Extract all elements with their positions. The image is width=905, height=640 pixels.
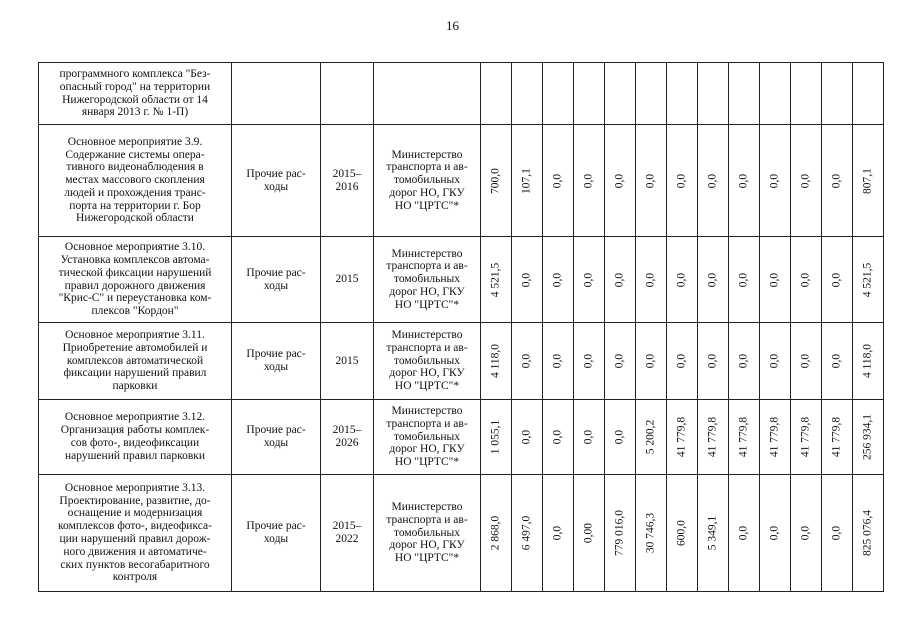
value-text: 256 934,1 [861, 414, 874, 460]
years-cell [321, 237, 374, 323]
executor-line: томобильных [393, 354, 461, 367]
value-text: 0,0 [520, 272, 533, 287]
value-text: 0,0 [582, 272, 595, 287]
total-value-cell [853, 125, 884, 237]
year-value-cell [667, 400, 698, 475]
year-value-cell [512, 323, 543, 400]
value-text: 0,00 [582, 522, 595, 544]
year-value-cell [574, 63, 605, 125]
year-value-cell [605, 237, 636, 323]
value-text: 41 779,8 [830, 416, 843, 458]
expense-type-line: Прочие рас- [246, 266, 306, 279]
table-row [39, 475, 884, 592]
year-value-cell [822, 237, 853, 323]
years-line: 2015 [335, 354, 359, 367]
year-value-cell [512, 237, 543, 323]
value-text: 0,0 [520, 429, 533, 445]
year-value-cell [729, 125, 760, 237]
measure-name-cell [39, 237, 232, 323]
measure-name-line: тивного видеонаблюдения в [66, 161, 204, 174]
years-line: 2016 [335, 180, 359, 193]
expense-type-line: ходы [263, 361, 289, 373]
value-text: 0,0 [551, 173, 564, 188]
year-value-cell [574, 475, 605, 592]
executor-line: транспорта и ав- [386, 417, 468, 430]
value-text: 0,0 [737, 525, 750, 541]
year-value-cell [729, 400, 760, 475]
year-value-cell [822, 63, 853, 125]
year-value-cell [760, 63, 791, 125]
value-text: 0,0 [675, 173, 688, 188]
value-text: 0,0 [768, 353, 781, 369]
total-value-cell [853, 63, 884, 125]
value-text: 2 868,0 [489, 515, 502, 551]
year-value-cell [698, 237, 729, 323]
measure-name-line: Приобретение автомобилей и [62, 341, 208, 354]
measure-name-cell [39, 323, 232, 400]
value-text: 825 076,4 [861, 510, 874, 556]
expense-type-cell [232, 323, 321, 400]
value-text: 0,0 [582, 173, 595, 188]
measure-name-line: тической фиксации нарушений [58, 266, 212, 279]
executor-cell [374, 323, 481, 400]
value-text: 4 521,5 [489, 262, 502, 297]
total-value-cell [853, 237, 884, 323]
year-value-cell [636, 63, 667, 125]
year-value-cell [543, 237, 574, 323]
value-text: 5 349,1 [706, 515, 719, 551]
expense-type-line: ходы [263, 437, 289, 449]
year-value-cell [481, 323, 512, 400]
total-value-cell [853, 323, 884, 400]
measure-name-line: местах массового скопления [65, 174, 205, 187]
measure-name-line: комплексов фото-, видеофикса- [58, 520, 212, 533]
value-text: 0,0 [675, 353, 688, 369]
year-value-cell [698, 475, 729, 592]
expense-type-line: ходы [263, 180, 289, 193]
table-row [39, 237, 884, 323]
measure-name-line: Основное мероприятие 3.12. [64, 411, 206, 424]
years-line: 2015– [332, 424, 362, 437]
expense-type-cell [232, 125, 321, 237]
measure-name-line: Проектирование, развитие, до- [59, 494, 211, 507]
page-number: 16 [446, 18, 459, 33]
year-value-cell [760, 323, 791, 400]
year-value-cell [512, 400, 543, 475]
measure-name-line: правил дорожного движения [64, 279, 206, 292]
value-text: 0,0 [799, 272, 812, 287]
year-value-cell [698, 125, 729, 237]
year-value-cell [605, 475, 636, 592]
executor-line: транспорта и ав- [386, 161, 468, 174]
year-value-cell [636, 125, 667, 237]
expense-type-line: Прочие рас- [246, 520, 306, 533]
value-text: 0,0 [768, 173, 781, 188]
executor-line: Министерство [391, 329, 463, 341]
table-row [39, 125, 884, 237]
measure-name-cell [39, 400, 232, 475]
value-text: 0,0 [551, 272, 564, 287]
executor-line: НО "ЦРТС"* [394, 552, 460, 565]
year-value-cell [636, 475, 667, 592]
expense-type-cell [232, 63, 321, 125]
executor-line: транспорта и ав- [386, 341, 468, 354]
value-text: 0,0 [644, 353, 657, 369]
year-value-cell [698, 323, 729, 400]
value-text: 4 118,0 [861, 343, 874, 379]
measure-name-line: контроля [112, 571, 158, 584]
year-value-cell [729, 475, 760, 592]
executor-line: Министерство [391, 405, 463, 417]
measure-name-line: Основное мероприятие 3.11. [65, 329, 205, 341]
measure-name-line: Основное мероприятие 3.13. [64, 481, 206, 494]
executor-line: дорог НО, ГКУ [389, 367, 465, 380]
value-text: 30 746,3 [644, 512, 657, 554]
measure-name-line: людей и прохождения транс- [64, 186, 206, 199]
value-text: 0,0 [768, 525, 781, 541]
years-cell [321, 63, 374, 125]
value-text: 107,1 [520, 167, 533, 194]
value-text: 0,0 [613, 272, 626, 287]
value-text: 0,0 [706, 272, 719, 287]
expense-type-line: ходы [263, 533, 289, 545]
value-text: 4 521,5 [861, 262, 874, 297]
executor-line: томобильных [393, 430, 461, 443]
measure-name-line: Организация работы комплек- [60, 424, 210, 437]
year-value-cell [574, 125, 605, 237]
year-value-cell [636, 237, 667, 323]
executor-line: томобильных [393, 174, 461, 187]
year-value-cell [698, 63, 729, 125]
value-text: 0,0 [644, 173, 657, 188]
expense-type-line: Прочие рас- [246, 348, 306, 361]
year-value-cell [791, 323, 822, 400]
value-text: 4 118,0 [489, 343, 502, 379]
year-value-cell [791, 237, 822, 323]
year-value-cell [636, 400, 667, 475]
value-text: 0,0 [830, 353, 843, 369]
measure-name-line: нарушений правил парковки [64, 449, 206, 462]
executor-line: дорог НО, ГКУ [389, 443, 465, 456]
measure-name-line: Основное мероприятие 3.10. [64, 241, 206, 254]
value-text: 41 779,8 [706, 416, 719, 458]
year-value-cell [729, 237, 760, 323]
executor-cell [374, 125, 481, 237]
measure-name-line: ции нарушений правил дорож- [59, 533, 211, 545]
year-value-cell [729, 323, 760, 400]
executor-line: НО "ЦРТС"* [394, 456, 460, 469]
year-value-cell [822, 475, 853, 592]
year-value-cell [543, 125, 574, 237]
value-text: 0,0 [551, 353, 564, 369]
value-text: 0,0 [737, 272, 750, 287]
executor-line: НО "ЦРТС"* [394, 380, 460, 393]
year-value-cell [636, 323, 667, 400]
year-value-cell [605, 400, 636, 475]
executor-line: томобильных [393, 273, 461, 286]
year-value-cell [574, 237, 605, 323]
year-value-cell [822, 400, 853, 475]
year-value-cell [791, 63, 822, 125]
value-text: 0,0 [768, 272, 781, 287]
year-value-cell [605, 63, 636, 125]
measure-name-cell [39, 475, 232, 592]
value-text: 0,0 [706, 173, 719, 188]
executor-line: Министерство [391, 148, 463, 161]
measure-name-line: сов фото-, видеофиксации [70, 437, 200, 449]
value-text: 700,0 [489, 167, 502, 194]
year-value-cell [791, 400, 822, 475]
year-value-cell [822, 323, 853, 400]
years-line: 2015– [332, 167, 362, 180]
total-value-cell [853, 475, 884, 592]
value-text: 779 016,0 [613, 510, 626, 556]
year-value-cell [791, 125, 822, 237]
executor-cell [374, 475, 481, 592]
value-text: 0,0 [675, 272, 688, 287]
years-line: 2015 [335, 273, 359, 286]
measure-name-cell [39, 125, 232, 237]
measure-name-line: Содержание системы опера- [65, 148, 205, 161]
measure-name-line: ских пунктов весогабаритного [60, 558, 210, 571]
year-value-cell [822, 125, 853, 237]
value-text: 0,0 [551, 429, 564, 445]
year-value-cell [543, 400, 574, 475]
measure-name-line: Основное мероприятие 3.9. [67, 135, 203, 148]
executor-cell [374, 400, 481, 475]
year-value-cell [667, 237, 698, 323]
measure-name-line: опасный город" на территории [59, 80, 211, 93]
measure-name-line: "Крис-С" и переустановка ком- [58, 292, 212, 305]
measure-name-line: Установка комплексов автома- [60, 253, 210, 266]
year-value-cell [481, 475, 512, 592]
year-value-cell [481, 125, 512, 237]
value-text: 6 497,0 [520, 515, 533, 551]
measure-name-line: парковки [112, 380, 158, 393]
measure-name-line: программного комплекса "Без- [59, 67, 211, 80]
value-text: 0,0 [799, 525, 812, 541]
executor-line: томобильных [393, 526, 461, 539]
year-value-cell [543, 63, 574, 125]
table-row [39, 63, 884, 125]
value-text: 0,0 [830, 272, 843, 287]
year-value-cell [791, 475, 822, 592]
executor-line: транспорта и ав- [386, 513, 468, 526]
year-value-cell [574, 323, 605, 400]
measure-name-cell [39, 63, 232, 125]
value-text: 0,0 [644, 272, 657, 287]
value-text: 0,0 [830, 173, 843, 188]
measure-name-line: ного движения и автоматиче- [63, 545, 207, 558]
value-text: 0,0 [613, 429, 626, 445]
year-value-cell [760, 475, 791, 592]
value-text: 0,0 [551, 525, 564, 541]
expense-type-cell [232, 475, 321, 592]
value-text: 5 200,2 [644, 419, 657, 455]
value-text: 0,0 [706, 353, 719, 369]
year-value-cell [543, 323, 574, 400]
year-value-cell [760, 237, 791, 323]
year-value-cell [667, 125, 698, 237]
value-text: 0,0 [737, 353, 750, 369]
year-value-cell [481, 237, 512, 323]
budget-table [38, 62, 884, 592]
total-value-cell [853, 400, 884, 475]
value-text: 41 779,8 [737, 416, 750, 458]
years-cell [321, 125, 374, 237]
executor-cell [374, 237, 481, 323]
year-value-cell [667, 323, 698, 400]
value-text: 0,0 [613, 173, 626, 188]
value-text: 0,0 [799, 173, 812, 188]
value-text: 0,0 [737, 173, 750, 188]
executor-line: Министерство [391, 501, 463, 513]
executor-line: дорог НО, ГКУ [389, 539, 465, 552]
years-cell [321, 323, 374, 400]
value-text: 0,0 [613, 353, 626, 369]
value-text: 41 779,8 [799, 416, 812, 458]
year-value-cell [760, 400, 791, 475]
year-value-cell [605, 323, 636, 400]
expense-type-cell [232, 400, 321, 475]
year-value-cell [512, 125, 543, 237]
value-text: 41 779,8 [675, 416, 688, 458]
executor-line: Министерство [391, 247, 463, 260]
value-text: 0,0 [830, 525, 843, 541]
measure-name-line: порта на территории г. Бор [69, 199, 201, 212]
measure-name-line: плексов "Кордон" [91, 305, 179, 318]
year-value-cell [543, 475, 574, 592]
value-text: 807,1 [861, 167, 874, 194]
year-value-cell [574, 400, 605, 475]
measure-name-line: Нижегородской области от 14 [62, 93, 208, 106]
value-text: 0,0 [582, 429, 595, 445]
value-text: 0,0 [520, 353, 533, 369]
executor-line: транспорта и ав- [386, 260, 468, 273]
year-value-cell [512, 63, 543, 125]
expense-type-line: Прочие рас- [246, 167, 306, 180]
expense-type-line: ходы [263, 279, 289, 292]
year-value-cell [481, 400, 512, 475]
year-value-cell [667, 63, 698, 125]
measure-name-line: комплексов автоматической [66, 354, 204, 367]
year-value-cell [667, 475, 698, 592]
year-value-cell [512, 475, 543, 592]
measure-name-line: оснащение и модернизация [67, 507, 203, 520]
executor-line: дорог НО, ГКУ [389, 186, 465, 199]
year-value-cell [605, 125, 636, 237]
year-value-cell [481, 63, 512, 125]
measure-name-line: Нижегородской области [76, 212, 194, 225]
years-line: 2026 [335, 437, 359, 449]
executor-cell [374, 63, 481, 125]
value-text: 1 055,1 [489, 419, 502, 455]
years-cell [321, 475, 374, 592]
value-text: 600,0 [675, 520, 688, 546]
expense-type-line: Прочие рас- [246, 424, 306, 437]
executor-line: дорог НО, ГКУ [389, 285, 465, 298]
measure-name-line: фиксации нарушений правил [63, 367, 207, 380]
year-value-cell [760, 125, 791, 237]
executor-line: НО "ЦРТС"* [394, 199, 460, 212]
years-line: 2022 [335, 533, 359, 545]
years-line: 2015– [332, 520, 362, 533]
year-value-cell [729, 63, 760, 125]
year-value-cell [698, 400, 729, 475]
table-row [39, 323, 884, 400]
measure-name-line: января 2013 г. № 1-П) [81, 106, 189, 119]
value-text: 41 779,8 [768, 416, 781, 458]
value-text: 0,0 [799, 353, 812, 369]
table-row [39, 400, 884, 475]
executor-line: НО "ЦРТС"* [394, 298, 460, 311]
value-text: 0,0 [582, 353, 595, 369]
expense-type-cell [232, 237, 321, 323]
years-cell [321, 400, 374, 475]
